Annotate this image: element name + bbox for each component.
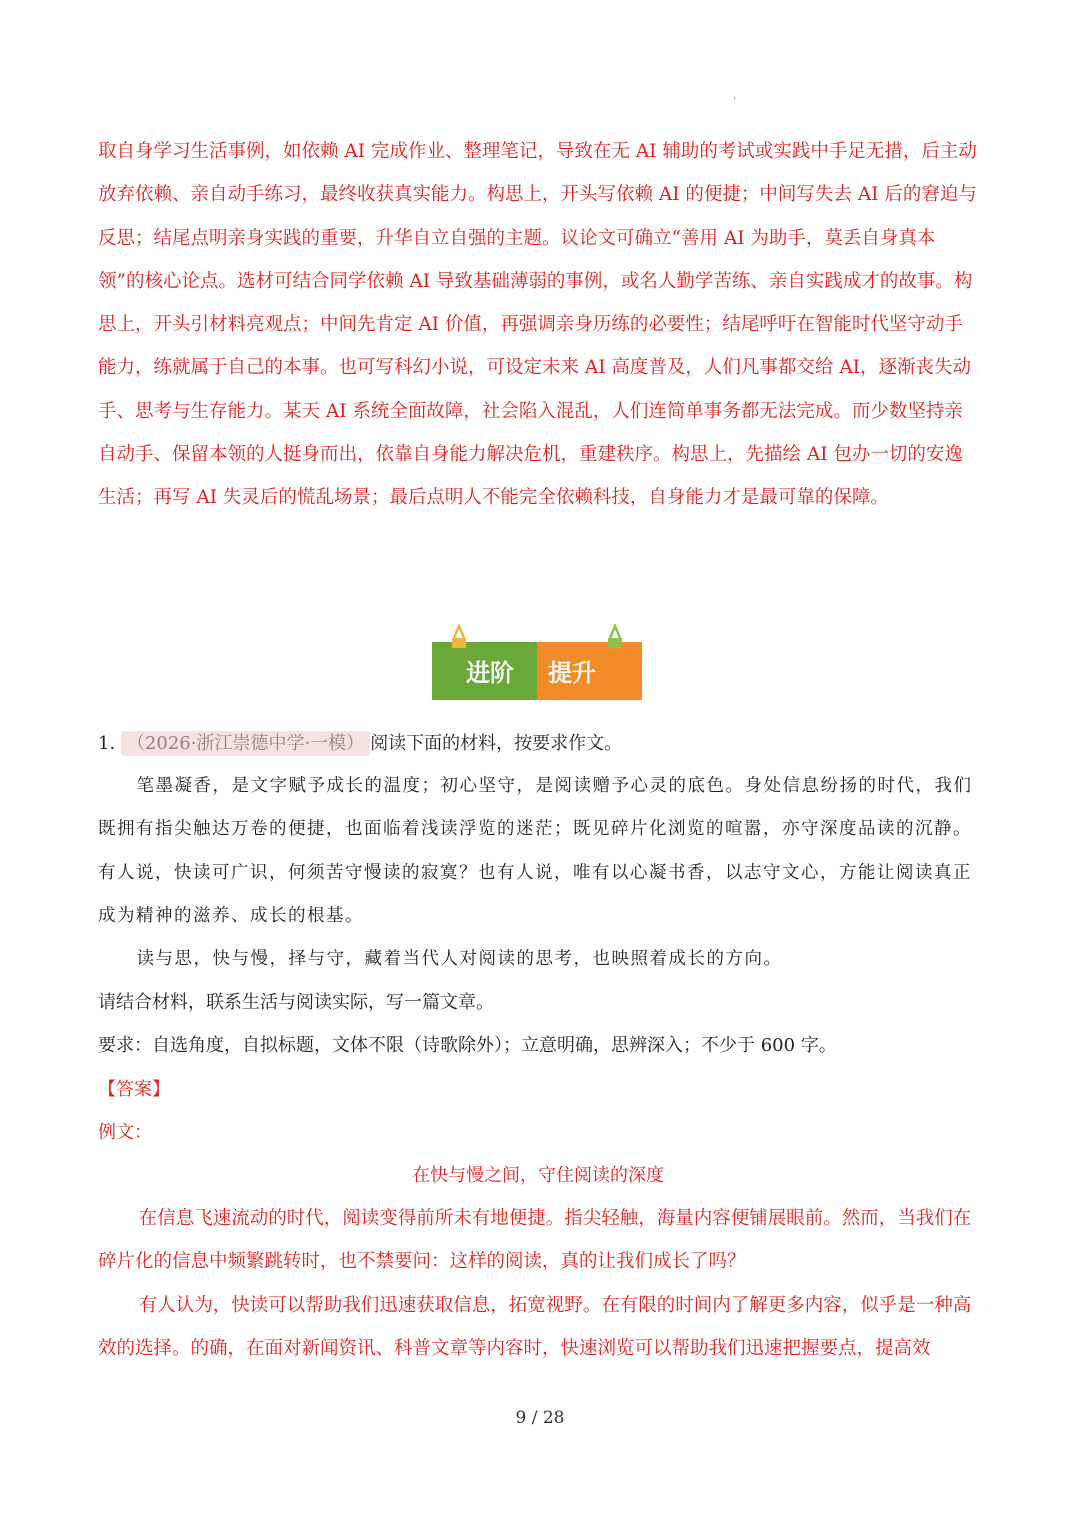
requirement-line: 要求：自选角度，自拟标题，文体不限（诗歌除外）；立意明确，思辨深入；不少于 600 字。 [98, 1035, 837, 1056]
section-badge [432, 624, 642, 702]
material-paragraph: 读与思，快与慢，择与守，藏着当代人对阅读的思考，也映照着成长的方向。 [136, 949, 783, 969]
page-mark: ， [733, 90, 743, 101]
page-number: 9 / 28 [515, 1408, 565, 1428]
essay-paragraph: 在信息飞速流动的时代，阅读变得前所未有地便捷。指尖轻触，海量内容便铺展眼前。然而，当我们在碎片化的信息中频繁跳转时，也不禁要问：这样的阅读，真的让我们成长了吗？ [98, 1208, 972, 1273]
essay-title: 在快与慢之间，守住阅读的深度 [412, 1165, 664, 1186]
question-line [98, 726, 978, 762]
example-label: 例文： [98, 1122, 152, 1143]
answer-tag: 【答案】 [98, 1079, 170, 1100]
binder-clip-icon [608, 626, 622, 648]
badge-right-text: 提升 [548, 659, 596, 687]
badge-left-text: 进阶 [466, 659, 514, 687]
analysis-paragraph: 取自身学习生活事例，如依赖 AI 完成作业、整理笔记，导致在无 AI 辅助的考试或实践中手足无措，后主动放弃依赖、亲自动手练习，最终收获真实能力。构思上，开头写依赖 AI 的便捷；中间写失去 AI 后的窘迫与反思；结尾点明亲身实践的重要，升华自立自强的主题。议论文可确立“善用 AI 为助手，莫丢自身真本领”的核心论点。选材可结合同学依赖 AI 导致基础薄弱的事例，或名人勤学苦练、亲自实践成才的故事。构思上，开头引材料亮观点；中间先肯定 AI 价值，再强调亲身历练的必要性；结尾呼吁在智能时代坚守动手能力，练就属于自己的本事。也可写科幻小说，可设定未来 AI 高度普及，人们凡事都交给 AI，逐渐丧失动手、思考与生存能力。某天 AI 系统全面故障，社会陷入混乱，人们连简单事务都无法完成。而少数坚持亲自动手、保留本领的人挺身而出，依靠自身能力解决危机，重建秩序。构思上，先描绘 AI 包办一切的安逸生活；再写 AI 失灵后的慌乱场景；最后点明人不能完全依赖科技，自身能力才是最可靠的保障。 [98, 141, 977, 509]
question-prompt: 阅读下面的材料，按要求作文。 [370, 733, 623, 754]
material-paragraph: 笔墨凝香，是文字赋予成长的温度；初心坚守，是阅读赠予心灵的底色。身处信息纷扬的时代，我们既拥有指尖触达万卷的便捷，也面临着浅读浮览的迷茫；既见碎片化浏览的喧嚣，亦守深度品读的沉静。有人说，快读可广识，何须苦守慢读的寂寞？也有人说，唯有以心凝书香，以志守文心，方能让阅读真正成为精神的滋养、成长的根基。 [98, 776, 973, 926]
essay-paragraph: 有人认为，快读可以帮助我们迅速获取信息，拓宽视野。在有限的时间内了解更多内容，似乎是一种高效的选择。的确，在面对新闻资讯、科普文章等内容时，快速浏览可以帮助我们迅速把握要点，提高效 [98, 1295, 972, 1360]
instruction-line: 请结合材料，联系生活与阅读实际，写一篇文章。 [98, 992, 494, 1013]
question-source: （2026·浙江崇德中学·一模） [121, 731, 370, 756]
question-number: 1. [98, 733, 116, 754]
binder-clip-icon [452, 626, 466, 648]
